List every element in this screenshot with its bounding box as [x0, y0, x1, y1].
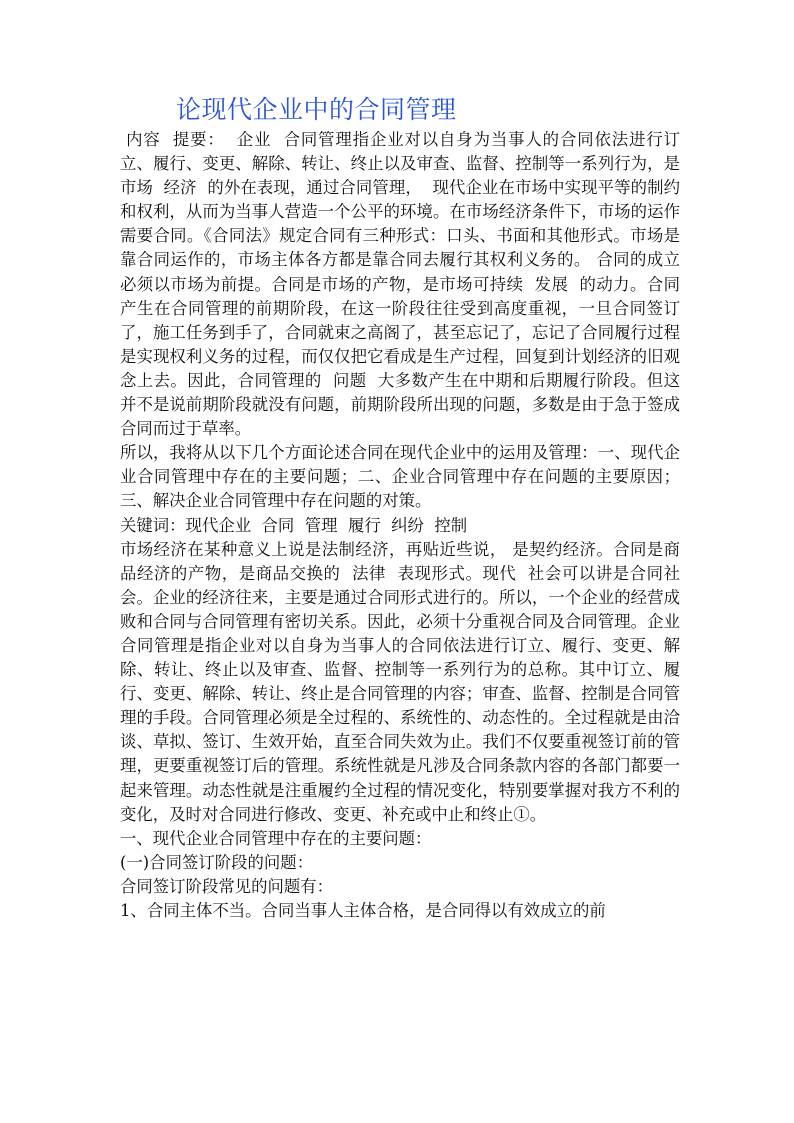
intro-paragraph: 市场经济在某种意义上说是法制经济，再贴近些说， 是契约经济。合同是商品经济的产物，是商品交换的 法律 表现形式。现代 社会可以讲是合同社会。企业的经济往来，主要是通过合同形式进行的。所以，一个企业的经营成败和合同与合同管理有密切关系。因此，必须十分重视合同及合同管理。企业合同管理是指企业对以自身为当事人的合同依法进行订立、履行、变更、解除、转让、终止以及审查、监督、控制等一系列行为的总称。其中订立、履行、变更、解除、转让、终止是合同管理的内容；审查、监督、控制是合同管理的手段。合同管理必须是全过程的、系统性的、动态性的。全过程就是由洽谈、草拟、签订、生效开始，直至合同失效为止。我们不仅要重视签订前的管理，更要重视签订后的管理。系统性就是凡涉及合同条款内容的各部门都要一起来管理。动态性就是注重履约全过程的情况变化，特别要掌握对我方不利的变化，及时对合同进行修改、变更、补充或中止和终止①。: [120, 539, 680, 824]
list-item-1: 1、合同主体不当。合同当事人主体合格，是合同得以有效成立的前: [120, 901, 606, 920]
outline-paragraph: 所以，我将从以下几个方面论述合同在现代企业中的运用及管理：一、现代企业合同管理中存在的主要问题；二、企业合同管理中存在问题的主要原因；三、解决企业合同管理中存在问题的对策。: [120, 443, 680, 511]
document-body: [120, 128, 680, 923]
subsection-intro: 合同签订阶段常见的问题有：: [120, 876, 334, 896]
abstract-paragraph: 内容 提要： 企业 合同管理指企业对以自身为当事人的合同依法进行订立、履行、变更、解除、转让、终止以及审查、监督、控制等一系列行为，是市场 经济 的外在表现，通过合同管理， 现代企业在市场中实现平等的制约和权利，从而为当事人营造一个公平的环境。在市场经济条件下，市场的运作需要合同。《合同法》规定合同有三种形式：口头、书面和其他形式。市场是靠合同运作的，市场主体各方都是靠合同去履行其权利义务的。 合同的成立必须以市场为前提。合同是市场的产物，是市场可持续 发展 的动力。合同产生在合同管理的前期阶段，在这一阶段往往受到高度重视，一旦合同签订了，施工任务到手了，合同就束之高阁了，甚至忘记了，忘记了合同履行过程是实现权利义务的过程，而仅仅把它看成是生产过程，回复到计划经济的旧观念上去。因此，合同管理的 问题 大多数产生在中期和后期履行阶段。但这并不是说前期阶段就没有问题，前期阶段所出现的问题，多数是由于急于签成合同而过于草率。: [120, 130, 680, 439]
subsection-heading-1: (一)合同签订阶段的问题：: [120, 852, 314, 872]
keywords-line: 关键词：现代企业 合同 管理 履行 纠纷 控制: [120, 515, 468, 535]
section-heading-1: 一、现代企业合同管理中存在的主要问题：: [120, 828, 432, 848]
document-page: [120, 92, 680, 923]
document-title: 论现代企业中的合同管理: [176, 95, 457, 124]
